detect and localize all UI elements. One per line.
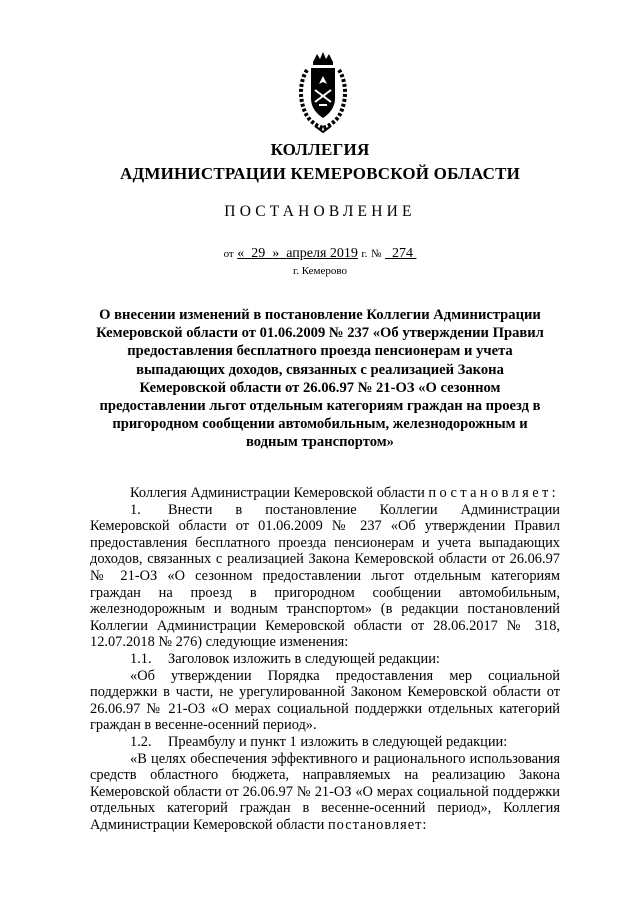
document-number <box>385 246 417 261</box>
item-1-number: 1. <box>130 501 141 518</box>
item-1-2-verb: постановляет: <box>327 816 428 833</box>
date-open-quote: « <box>237 246 245 261</box>
date-close-quote: » <box>272 246 280 261</box>
org-name-line2: АДМИНИСТРАЦИИ КЕМЕРОВСКОЙ ОБЛАСТИ <box>119 164 521 183</box>
document-type: ПОСТАНОВЛЕНИЕ <box>224 203 416 220</box>
item-1-text: Внести в постановление Коллегии Администрации Кемеровской области от 01.06.2009 № 237 «Об утверждении Правил предоставления бесплатного проезда пенсионерам и учета выпадающих доходов, связанных с реализацией Закона Кемеровской области от 26.06.97 № 21-ОЗ «О сезонном предоставлении льгот отдельным категориям граждан на проезд в пригородном сообщении автомобильным, железнодорожным и водным транспортом» (в редакции постановлений Коллегии Администрации Кемеровской области от 28.06.2017 № 318, 12.07.2018 № 276) следующие изменения: <box>90 501 560 651</box>
intro-paragraph <box>90 485 560 502</box>
document-title: О внесении изменений в постановление Коллегии Администрации Кемеровской области от 01.06.2009 № 237 «Об утверждении Правил предоставления бесплатного проезда пенсионерам и учета выпадающих доходов, связанных с реализацией Закона Кемеровской области от 26.06.97 № 21-ОЗ «О сезонном предоставлении льгот отдельным категориям граждан на проезд в пригородном сообщении автомобильным, железнодорожным и водным транспортом» <box>96 307 544 451</box>
date-year-suffix: г. <box>361 248 368 260</box>
item-1-1-paragraph <box>90 651 560 668</box>
item-1-2-paragraph <box>90 734 560 751</box>
intro-text: Коллегия Администрации Кемеровской области <box>130 485 425 501</box>
item-1-2-quote <box>90 751 560 834</box>
coat-of-arms-emblem <box>293 48 353 136</box>
item-1-2-quote-text: «В целях обеспечения эффективного и рационального использования средств областного бюджета, направляемых на реализацию Закона Кемеровской области от 26.06.97 № 21-ОЗ «О мерах социальной поддержки отдельных категорий граждан в весенне-осенний период», Коллегия Администрации Кемеровской области <box>90 750 560 833</box>
org-name-line1: КОЛЛЕГИЯ <box>270 140 370 159</box>
date-prefix: от <box>223 248 234 260</box>
date-month-year: апреля 2019 <box>286 246 358 261</box>
item-1-1-quote: «Об утверждении Порядка предоставления мер социальной поддержки в части, не урегулированной Законом Кемеровской области от 26.06.97 № 21-ОЗ «О мерах социальной поддержки отдельных категорий граждан в весенне-осенний период». <box>90 667 560 734</box>
item-1-2-number: 1.2. <box>130 733 152 750</box>
date-day: 29 <box>251 246 266 261</box>
number-label: № <box>370 248 382 260</box>
item-1-1-text: Заголовок изложить в следующей редакции: <box>168 650 440 667</box>
document-body <box>90 485 560 833</box>
city: г. Кемерово <box>292 265 348 277</box>
document-number-value: 274 <box>391 246 413 261</box>
item-1-paragraph <box>90 502 560 651</box>
item-1-1-number: 1.1. <box>130 650 152 667</box>
item-1-2-text: Преамбулу и пункт 1 изложить в следующей редакции: <box>168 733 508 750</box>
intro-verb: постановляет: <box>428 485 560 501</box>
date-field <box>237 246 358 261</box>
date-line <box>0 246 640 262</box>
